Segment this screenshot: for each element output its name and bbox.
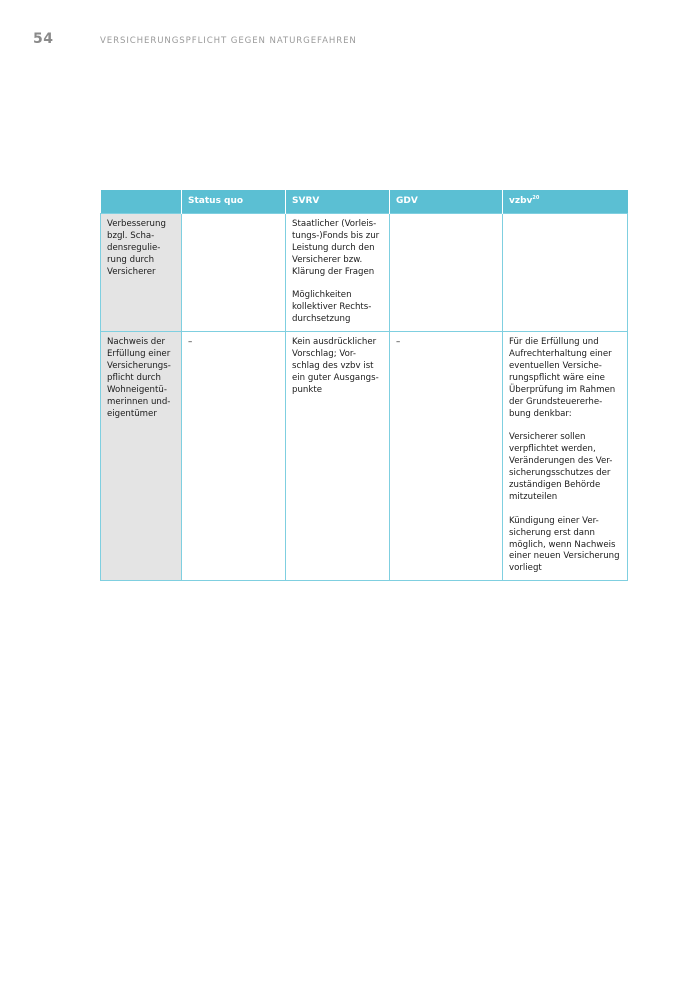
table-cell: – — [182, 332, 286, 581]
column-header-vzbv: vzbv$^{20}$ — [503, 190, 628, 214]
table-cell: Staatlicher (Vorleis- tungs-)Fonds bis zur Leistung durch den Versicherer bzw. Klärung der Fragen Möglichkeiten kollektiver Rechts- durchsetzung — [286, 214, 390, 332]
running-title: VERSICHERUNGSPFLICHT GEGEN NATURGEFAHREN — [100, 36, 357, 46]
column-header-empty — [101, 190, 182, 214]
table-cell: – — [390, 332, 503, 581]
column-header-svrv: SVRV — [286, 190, 390, 214]
table-cell — [503, 214, 628, 332]
table-cell — [390, 214, 503, 332]
row-heading: Verbesserung bzgl. Scha- densregulie- rung durch Versicherer — [101, 214, 182, 332]
table-cell: Kein ausdrücklicher Vorschlag; Vor- schlag des vzbv ist ein guter Ausgangs- punkte — [286, 332, 390, 581]
table-header-row — [101, 190, 628, 214]
table-cell — [182, 214, 286, 332]
row-heading: Nachweis der Erfüllung einer Versicherungs- pflicht durch Wohneigentü- merinnen und- eigentümer — [101, 332, 182, 581]
column-header-status-quo: Status quo — [182, 190, 286, 214]
table-cell: Für die Erfüllung und Aufrechterhaltung einer eventuellen Versiche- rungspflicht wäre eine Überprüfung im Rahmen der Grundsteuererhe- bung denkbar: Versicherer sollen verpflichtet werden, Veränderungen des Ver- sicherungsschutzes der zuständigen Behörde mitzuteilen Kündigung einer Ver- sicherung erst dann möglich, wenn Nachweis einer neuen Versicherung vorliegt — [503, 332, 628, 581]
table-row — [101, 214, 628, 332]
page-number: 54 — [33, 31, 54, 47]
column-header-gdv: GDV — [390, 190, 503, 214]
table-row — [101, 332, 628, 581]
comparison-table — [100, 190, 628, 581]
footnote-ref: 20 — [532, 194, 540, 201]
